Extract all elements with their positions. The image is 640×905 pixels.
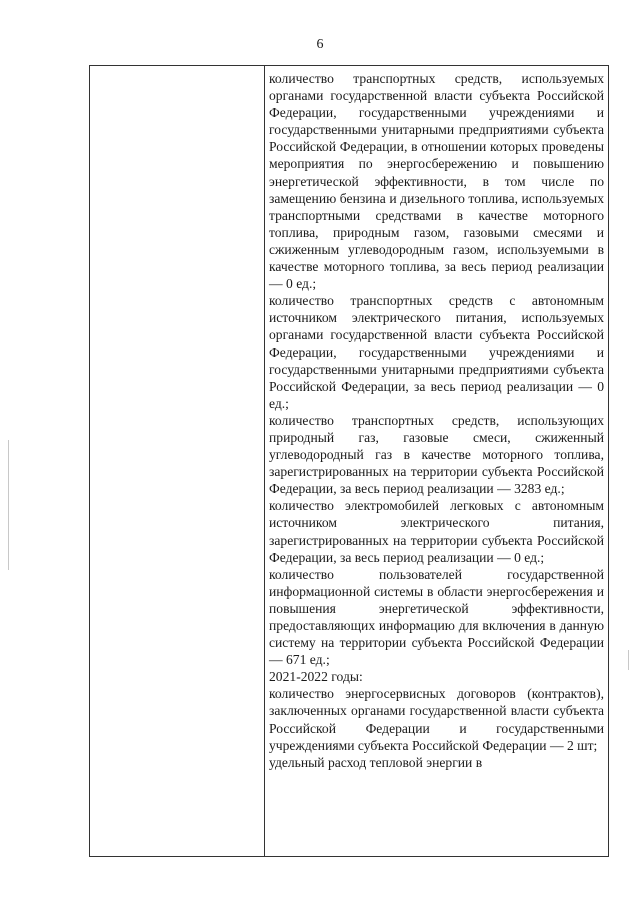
scan-edge-mark-left: [8, 440, 9, 570]
indicator-energy-service-contracts: количество энергосервисных договоров (контрактов), заключенных органами государственной власти субъекта Российской Федерации и государственными учреждениями субъекта Российской Федерации — 2 шт;: [269, 686, 604, 753]
document-table: [89, 65, 609, 857]
indicator-gas-transport-authorities: количество транспортных средств, используемых органами государственной власти субъекта Российской Федерации, государственными учреждениями и государственными унитарными предприятиями субъекта Российской Федерации, в отношении которых проведены мероприятия по энергосбережению и повышению энергетической эффективности, в том числе по замещению бензина и дизельного топлива, используемых транспортными средствами в качестве моторного топлива, природным газом, газовыми смесями и сжиженным углеводородным газом, используемыми в качестве моторного топлива, за весь период реализации — 0 ед.;: [269, 71, 604, 292]
table-left-column: [90, 66, 265, 856]
indicator-electric-transport-authorities: количество транспортных средств с автономным источником электрического питания, используемых органами государственной власти субъекта Российской Федерации, государственными учреждениями и государственными унитарными предприятиями субъекта Российской Федерации, за весь период реализации — 0 ед.;: [269, 293, 604, 411]
scan-edge-mark-right: [628, 650, 629, 670]
table-right-column: [265, 66, 608, 856]
indicator-electric-cars-registered: количество электромобилей легковых с автономным источником электрического питания, зарегистрированных на территории субъекта Российской Федерации, за весь период реализации — 0 ед.;: [269, 498, 604, 565]
period-heading: 2021-2022 годы:: [269, 669, 363, 685]
page-number: 6: [316, 37, 324, 52]
indicator-gis-users: количество пользователей государственной информационной системы в области энергосбережения и повышения энергетической эффективности, предоставляющих информацию для включения в данную систему на территории субъекта Российской Федерации — 671 ед.;: [269, 566, 604, 668]
indicator-gas-vehicles-registered: количество транспортных средств, использующих природный газ, газовые смеси, сжиженный углеводородный газ в качестве моторного топлива, зарегистрированных на территории субъекта Российской Федерации, за весь период реализации — 3283 ед.;: [269, 412, 604, 497]
indicator-heat-consumption: удельный расход тепловой энергии в: [269, 754, 483, 770]
